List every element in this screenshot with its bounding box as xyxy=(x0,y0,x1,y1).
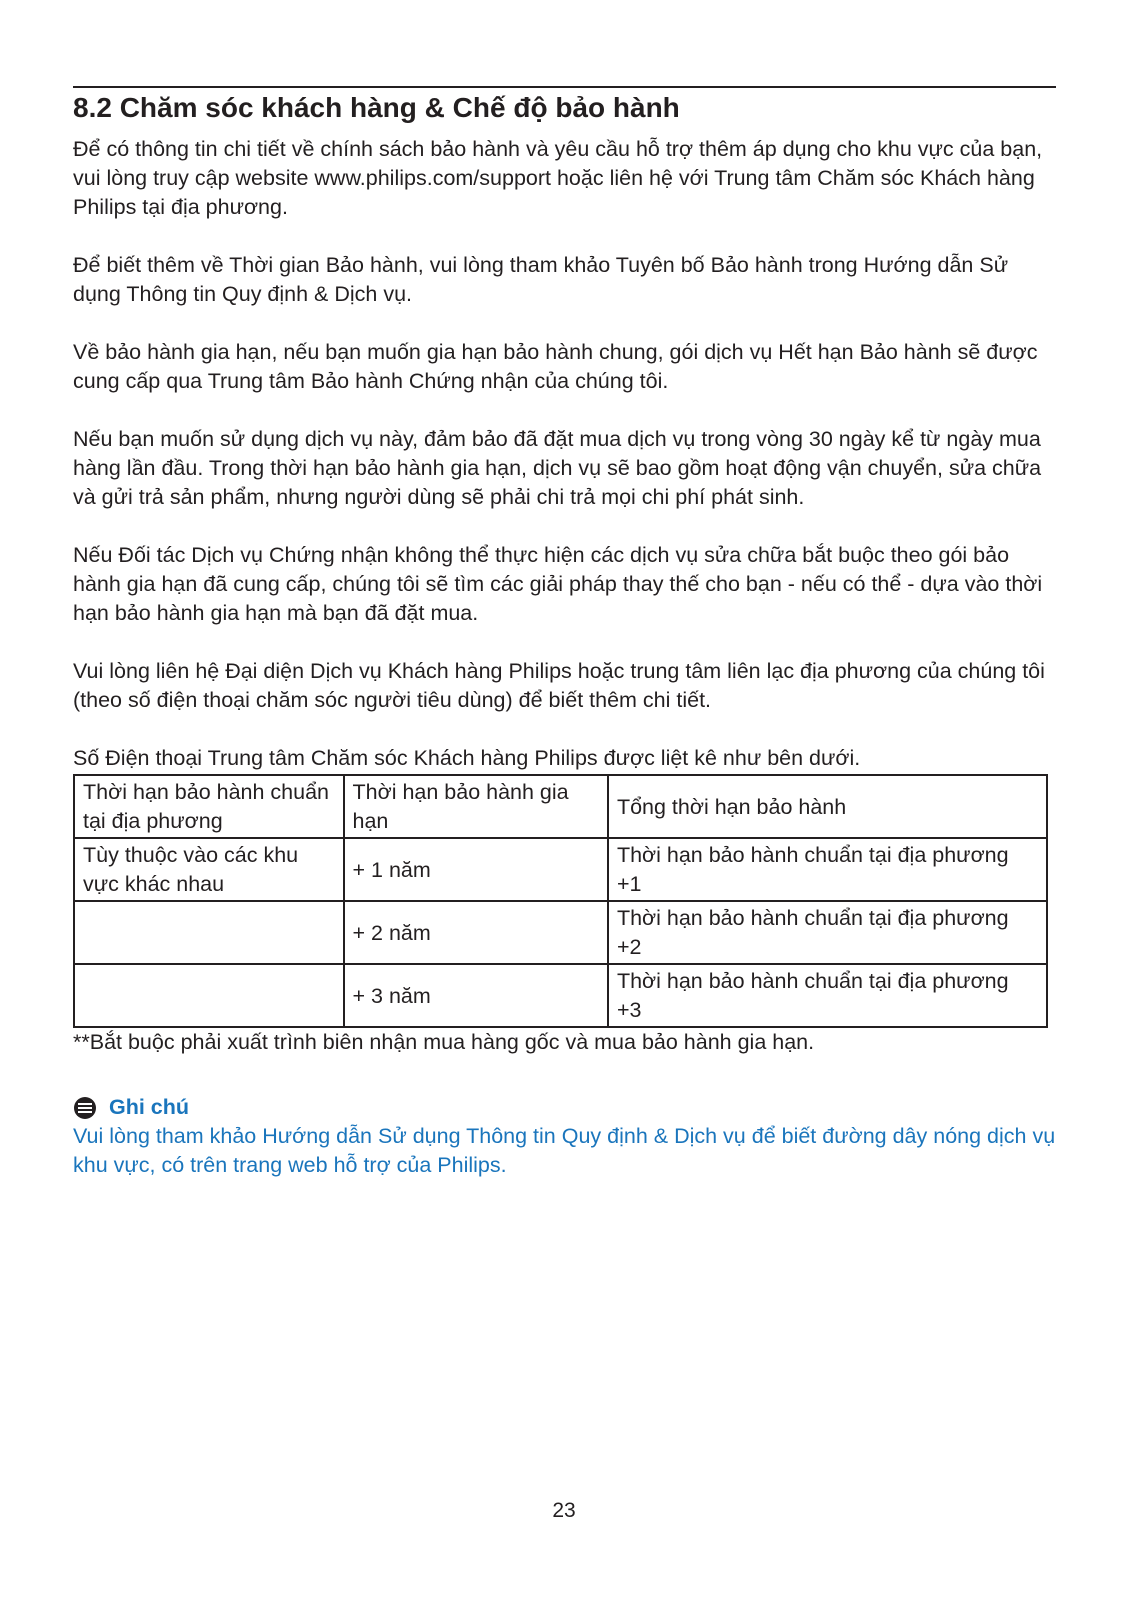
table-cell: + 2 năm xyxy=(344,901,608,964)
section-top-rule xyxy=(73,86,1056,88)
table-header-cell: Thời hạn bảo hành chuẩn tại địa phương xyxy=(74,775,344,838)
table-header-row xyxy=(74,775,1047,838)
note-box xyxy=(73,1093,1058,1180)
paragraph-warranty-period: Để biết thêm về Thời gian Bảo hành, vui lòng tham khảo Tuyên bố Bảo hành trong Hướng dẫn Sử dụng Thông tin Quy định & Dịch vụ. xyxy=(73,253,1009,306)
table-cell xyxy=(74,964,344,1027)
table-cell: Thời hạn bảo hành chuẩn tại địa phương +3 xyxy=(608,964,1047,1027)
table-cell: + 1 năm xyxy=(344,838,608,901)
paragraph-contact: Vui lòng liên hệ Đại diện Dịch vụ Khách hàng Philips hoặc trung tâm liên lạc địa phương của chúng tôi (theo số điện thoại chăm sóc người tiêu dùng) để biết thêm chi tiết. xyxy=(73,659,1045,712)
table-cell: Tùy thuộc vào các khu vực khác nhau xyxy=(74,838,344,901)
paragraph-alternative-solutions: Nếu Đối tác Dịch vụ Chứng nhận không thể thực hiện các dịch vụ sửa chữa bắt buộc theo gói bảo hành gia hạn đã cung cấp, chúng tôi sẽ tìm các giải pháp thay thế cho bạn - nếu có thể - dựa vào thời hạn bảo hành gia hạn mà bạn đã đặt mua. xyxy=(73,543,1043,625)
table-cell xyxy=(74,901,344,964)
table-header-cell: Thời hạn bảo hành gia hạn xyxy=(344,775,608,838)
table-intro: Số Điện thoại Trung tâm Chăm sóc Khách hàng Philips được liệt kê như bên dưới. xyxy=(73,746,861,770)
note-heading xyxy=(73,1093,1058,1122)
paragraph-extended-warranty: Về bảo hành gia hạn, nếu bạn muốn gia hạn bảo hành chung, gói dịch vụ Hết hạn Bảo hành sẽ được cung cấp qua Trung tâm Bảo hành Chứng nhận của chúng tôi. xyxy=(73,340,1038,393)
footnote: **Bắt buộc phải xuất trình biên nhận mua hàng gốc và mua bảo hành gia hạn. xyxy=(73,1030,815,1054)
note-title: Ghi chú xyxy=(109,1095,190,1119)
paragraph-support-info: Để có thông tin chi tiết về chính sách bảo hành và yêu cầu hỗ trợ thêm áp dụng cho khu vực của bạn, vui lòng truy cập website www.philips.com/support hoặc liên hệ với Trung tâm Chăm sóc Khách hàng Philips tại địa phương. xyxy=(73,137,1043,219)
table-cell: Thời hạn bảo hành chuẩn tại địa phương +2 xyxy=(608,901,1047,964)
page-number: 23 xyxy=(552,1499,576,1522)
table-row xyxy=(74,901,1047,964)
paragraph-purchase-window: Nếu bạn muốn sử dụng dịch vụ này, đảm bảo đã đặt mua dịch vụ trong vòng 30 ngày kể từ ngày mua hàng lần đầu. Trong thời hạn bảo hành gia hạn, dịch vụ sẽ bao gồm hoạt động vận chuyển, sửa chữa và gửi trả sản phẩm, nhưng người dùng sẽ phải chi trả mọi chi phí phát sinh. xyxy=(73,427,1042,509)
section-title: 8.2 Chăm sóc khách hàng & Chế độ bảo hành xyxy=(73,92,680,123)
note-text: Vui lòng tham khảo Hướng dẫn Sử dụng Thông tin Quy định & Dịch vụ để biết đường dây nóng dịch vụ khu vực, có trên trang web hỗ trợ của Philips. xyxy=(73,1124,1056,1177)
table-cell: + 3 năm xyxy=(344,964,608,1027)
table-row xyxy=(74,838,1047,901)
table-cell: Thời hạn bảo hành chuẩn tại địa phương +1 xyxy=(608,838,1047,901)
note-icon xyxy=(73,1096,97,1120)
table-header-cell: Tổng thời hạn bảo hành xyxy=(608,775,1047,838)
warranty-table xyxy=(73,774,1048,1028)
table-row xyxy=(74,964,1047,1027)
section-content xyxy=(73,135,1058,1180)
